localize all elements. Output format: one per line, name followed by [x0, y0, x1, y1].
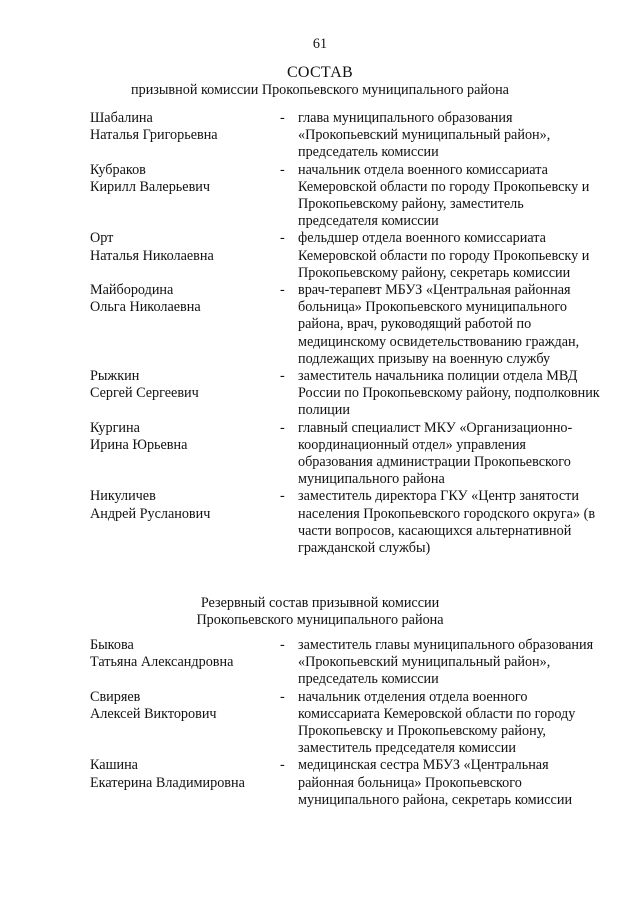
- member-surname: Никуличев: [90, 488, 156, 505]
- separator-dash: -: [280, 757, 285, 774]
- member-surname: Быкова: [90, 637, 134, 653]
- member-surname: Рыжкин: [90, 368, 140, 385]
- page-number: 61: [312, 36, 328, 52]
- separator-dash: -: [280, 161, 285, 178]
- member-given-names: Кирилл Валерьевич: [90, 178, 210, 195]
- separator-dash: -: [280, 110, 285, 126]
- member-entry: [90, 488, 610, 557]
- member-given-names: Ольга Николаевна: [90, 299, 201, 316]
- member-given-names: Екатерина Владимировна: [90, 774, 245, 791]
- member-role: начальник отдела военного комиссариата Кемеровской области по городу Прокопьевску и Прокопьевскому району, заместитель председателя комиссии: [298, 161, 590, 230]
- member-name: [90, 282, 280, 368]
- member-name: [90, 488, 280, 557]
- member-given-names: Наталья Григорьевна: [90, 127, 218, 144]
- title-line-2: призывной комиссии Прокопьевского муниципального района: [131, 82, 509, 98]
- member-given-names: Татьяна Александровна: [90, 654, 234, 671]
- reserve-member-entry: [90, 689, 610, 758]
- member-name: [90, 230, 280, 282]
- member-name: [90, 162, 280, 231]
- member-given-names: Андрей Русланович: [90, 505, 211, 522]
- separator-dash: -: [280, 688, 285, 705]
- member-entry: [90, 282, 610, 368]
- member-surname: Свиряев: [90, 688, 141, 705]
- member-role: заместитель начальника полиции отдела МВД России по Прокопьевскому району, подполковник полиции: [298, 368, 600, 419]
- separator-dash: -: [280, 419, 285, 436]
- member-name: [90, 637, 280, 689]
- title-line-1: СОСТАВ: [286, 64, 354, 81]
- member-surname: Орт: [90, 230, 114, 247]
- member-role: врач-терапевт МБУЗ «Центральная районная больница» Прокопьевского муниципального района, врач, руководящий работой по медицинскому освидетельствованию граждан, подлежащих призыву на военную службу: [298, 282, 580, 367]
- member-given-names: Наталья Николаевна: [90, 247, 214, 264]
- main-title: [0, 64, 640, 99]
- member-role: главный специалист МКУ «Организационно-координационный отдел» управления образования администрации Прокопьевского муниципального района: [298, 419, 573, 488]
- reserve-member-entry: [90, 637, 610, 689]
- separator-dash: -: [280, 282, 285, 299]
- member-given-names: Сергей Сергеевич: [90, 385, 199, 402]
- reserve-title-line-1: Резервный состав призывной комиссии: [200, 595, 440, 611]
- separator-dash: -: [280, 488, 285, 505]
- member-role: заместитель главы муниципального образования «Прокопьевский муниципальный район», председатель комиссии: [298, 637, 594, 688]
- member-entry: [90, 162, 610, 231]
- reserve-title-line-2: Прокопьевского муниципального района: [196, 612, 444, 629]
- member-surname: Кашина: [90, 757, 138, 774]
- member-name: [90, 689, 280, 758]
- member-role: медицинская сестра МБУЗ «Центральная районная больница» Прокопьевского муниципального района, секретарь комиссии: [298, 757, 573, 808]
- member-given-names: Алексей Викторович: [90, 705, 217, 722]
- member-role: глава муниципального образования «Прокопьевский муниципальный район», председатель комиссии: [298, 110, 551, 161]
- member-entry: [90, 420, 610, 489]
- member-surname: Кургина: [90, 419, 140, 436]
- member-role: начальник отделения отдела военного комиссариата Кемеровской области по городу Прокопьевску и Прокопьевскому району, заместитель председателя комиссии: [298, 688, 576, 757]
- member-name: [90, 757, 280, 809]
- member-role: фельдшер отдела военного комиссариата Кемеровской области по городу Прокопьевску и Прокопьевскому району, секретарь комиссии: [298, 230, 590, 281]
- member-surname: Шабалина: [90, 110, 153, 126]
- separator-dash: -: [280, 368, 285, 385]
- member-given-names: Ирина Юрьевна: [90, 436, 188, 453]
- member-entry: [90, 110, 610, 162]
- member-role: заместитель директора ГКУ «Центр занятости населения Прокопьевского городского округа» (в части вопросов, касающихся альтернативной гражданской службы): [298, 488, 596, 557]
- member-name: [90, 368, 280, 420]
- member-entry: [90, 230, 610, 282]
- reserve-members-list: [90, 637, 610, 809]
- commission-members-list: [90, 110, 610, 557]
- reserve-member-entry: [90, 757, 610, 809]
- member-surname: Кубраков: [90, 161, 146, 178]
- member-name: [90, 110, 280, 162]
- separator-dash: -: [280, 230, 285, 247]
- reserve-title: [0, 595, 640, 629]
- member-entry: [90, 368, 610, 420]
- member-surname: Майбородина: [90, 282, 174, 299]
- member-name: [90, 420, 280, 489]
- separator-dash: -: [280, 637, 285, 653]
